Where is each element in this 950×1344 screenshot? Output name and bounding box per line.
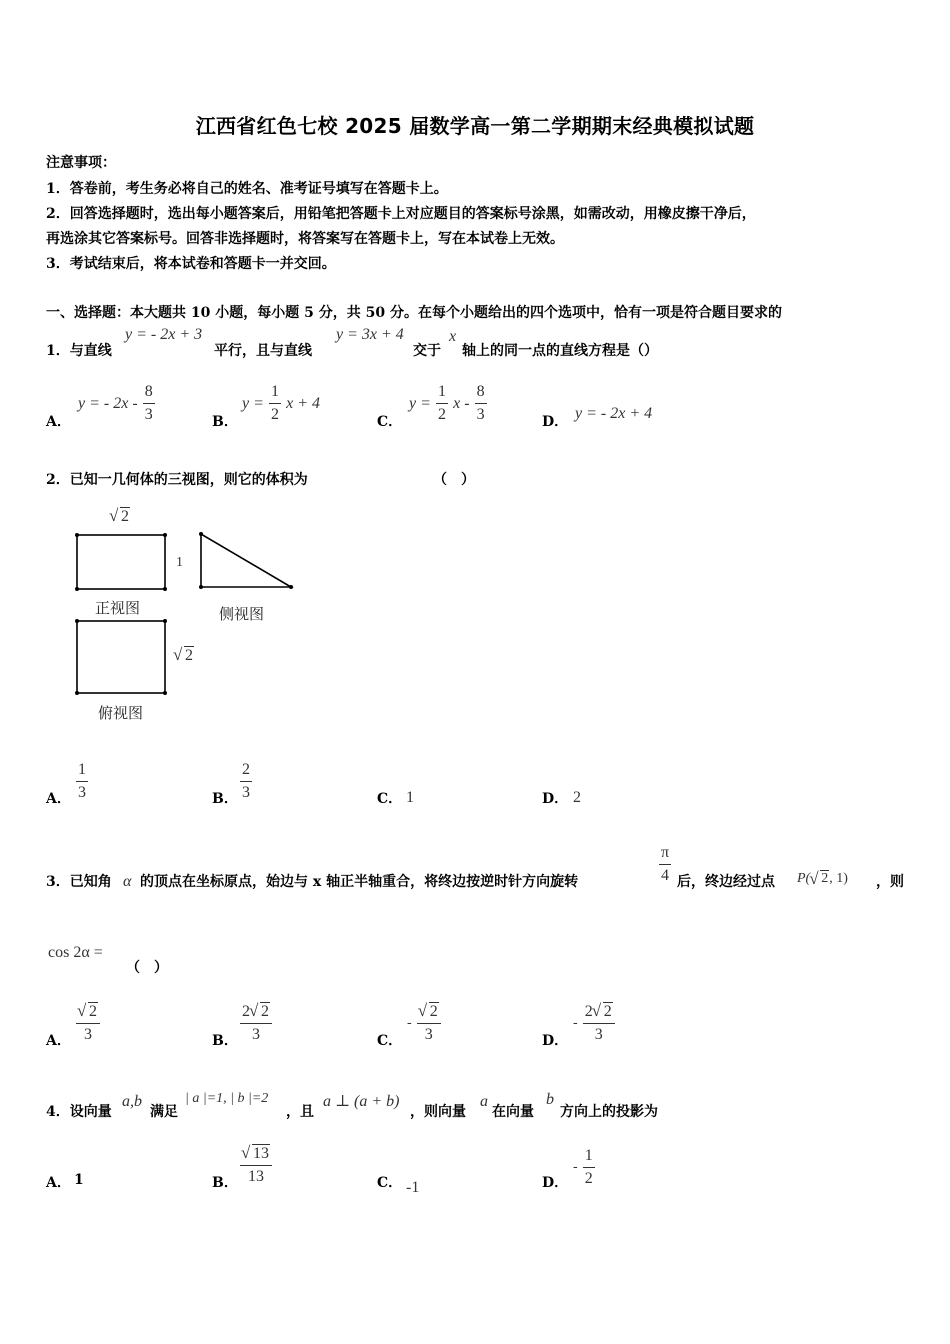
- note-item-1: 1．答卷前，考生务必将自己的姓名、准考证号填写在答题卡上。: [46, 181, 448, 197]
- q1-eq1: y = - 2x + 3: [125, 326, 203, 343]
- note-item-3: 3．考试结束后，将本试卷和答题卡一并交回。: [46, 256, 336, 272]
- q1-option-c-label: C．: [377, 414, 403, 430]
- q1-option-a-label: A．: [46, 414, 71, 430]
- q4-mid4: 在向量: [492, 1104, 534, 1120]
- note-item-2: 2．回答选择题时，选出每小题答案后，用铅笔把答题卡上对应题目的答案标号涂黑，如需改动，用橡皮擦干净后，: [46, 206, 756, 222]
- note-item-2-cont: 再选涂其它答案标号。回答非选择题时，将答案写在答题卡上，写在本试卷上无效。: [46, 231, 564, 247]
- q2-stem: 2．已知一几何体的三视图，则它的体积为: [46, 472, 308, 488]
- q3-paren: （ ）: [126, 960, 168, 976]
- q1-var: x: [449, 328, 457, 345]
- q3-option-d[interactable]: - $\frac{2√ 2}{3}$: [573, 1004, 615, 1043]
- q3-option-c[interactable]: - √ $\frac{2}{3}$: [407, 1004, 441, 1043]
- q2-paren: （ ）: [433, 472, 475, 488]
- q3-mid: 的顶点在坐标原点，始边与 x 轴正半轴重合，将终边按逆时针方向旋转: [140, 874, 579, 890]
- q2-option-c[interactable]: 1: [406, 789, 414, 806]
- q4-option-d-label: D．: [542, 1175, 569, 1191]
- page-title: 江西省红色七校 2025 届数学高一第二学期期末经典模拟试题: [195, 114, 755, 138]
- q3-alpha: α: [123, 873, 132, 890]
- q1-option-a[interactable]: [78, 384, 155, 423]
- q3-option-c-label: C．: [377, 1033, 403, 1049]
- q1-option-a-expr: y = - 2x -: [78, 395, 138, 412]
- q4-mid: 满足: [150, 1104, 178, 1120]
- q4-option-d[interactable]: - $\frac{1}{2}$: [573, 1147, 593, 1187]
- q4-mid2: ，且: [286, 1104, 314, 1120]
- q1-option-a-frac: $\frac{8}{3}$: [144, 383, 153, 423]
- q3-option-b-label: B．: [212, 1033, 238, 1049]
- q1-stem: [46, 340, 112, 360]
- q3-option-d-label: D．: [542, 1033, 569, 1049]
- q4-option-a[interactable]: 1: [74, 1172, 84, 1188]
- q3-pre: 3．已知角: [46, 874, 112, 890]
- q4-b: b: [546, 1091, 554, 1108]
- q3-point: P(√ 2, 1): [797, 871, 848, 887]
- q1-option-c-frac1: $\frac{1}{2}$: [438, 383, 446, 423]
- q4-pre: 4．设向量: [46, 1104, 112, 1120]
- q1-option-c-expr: y =: [409, 395, 431, 412]
- q1-option-b-frac: $\frac{1}{2}$: [271, 383, 279, 423]
- q3-cos-expr: cos 2α =: [48, 944, 103, 961]
- q4-perp: a ⊥ (a + b): [323, 1093, 400, 1110]
- top-view-label: 俯视图: [98, 704, 144, 722]
- q2-option-a-label: A．: [46, 791, 71, 807]
- q1-option-b-label: B．: [212, 414, 238, 430]
- top-view-rect: [77, 621, 165, 693]
- section-heading: 一、选择题：本大题共 10 小题，每小题 5 分，共 50 分。在每个小题给出的四个选项中，恰有一项是符合题目要求的: [46, 305, 782, 321]
- q1-option-c-frac2: $\frac{8}{3}$: [476, 383, 485, 423]
- q2-option-d-label: D．: [542, 791, 569, 807]
- q2-option-b-frac: $\frac{2}{3}$: [242, 761, 250, 801]
- q3-mid2: 后，终边经过点: [677, 874, 775, 890]
- q4-option-b-label: B．: [212, 1175, 238, 1191]
- q4-option-c[interactable]: -1: [406, 1179, 420, 1196]
- q1-mid2: 交于: [413, 343, 441, 359]
- q3-tail: ，则: [876, 874, 904, 890]
- q2-option-a[interactable]: [76, 762, 88, 801]
- q4-mid3: ，则向量: [410, 1104, 466, 1120]
- side-view-triangle: [201, 534, 291, 587]
- q1-number: 1．与直线: [46, 343, 112, 359]
- q2-option-c-label: C．: [377, 791, 403, 807]
- q4-option-c-label: C．: [377, 1175, 403, 1191]
- q1-option-d-label: D．: [542, 414, 569, 430]
- q2-option-a-frac: $\frac{1}{3}$: [78, 761, 86, 801]
- q1-option-d[interactable]: y = - 2x + 4: [575, 405, 653, 422]
- side-view-label: 侧视图: [219, 605, 265, 623]
- q3-rotation-angle: $\frac{\pi}{4}$: [661, 844, 670, 884]
- q1-option-b-post: x + 4: [286, 395, 320, 412]
- q1-option-c[interactable]: [409, 384, 487, 423]
- notes-heading: 注意事项：: [46, 155, 116, 171]
- q4-option-b[interactable]: √ $\frac{13}{13}$: [240, 1146, 272, 1185]
- q4-a: a: [480, 1093, 488, 1110]
- q1-tail: 轴上的同一点的直线方程是（）: [462, 343, 658, 359]
- fig-right-length: √ 2: [174, 647, 194, 665]
- front-view-label: 正视图: [95, 599, 141, 617]
- fig-side-length: 1: [176, 555, 183, 570]
- fig-top-length: √ 2: [110, 508, 130, 526]
- front-view-rect: [77, 535, 165, 589]
- q4-ab: a,b: [122, 1093, 142, 1110]
- q1-option-c-post: x -: [453, 395, 470, 412]
- q1-mid: 平行，且与直线: [214, 343, 312, 359]
- q1-eq2: y = 3x + 4: [336, 326, 404, 343]
- q4-option-a-label: A．: [46, 1175, 71, 1191]
- q4-cond: | a |=1, | b |=2: [185, 1091, 269, 1106]
- q1-option-b[interactable]: [242, 384, 320, 423]
- q2-option-b[interactable]: [240, 762, 252, 801]
- q4-tail: 方向上的投影为: [560, 1104, 658, 1120]
- q2-option-b-label: B．: [212, 791, 238, 807]
- q3-option-a[interactable]: √ $\frac{2}{3}$: [76, 1004, 100, 1043]
- q1-option-b-expr: y =: [242, 395, 264, 412]
- q3-option-b[interactable]: $\frac{2√ 2}{3}$: [240, 1004, 272, 1043]
- q2-option-d[interactable]: 2: [573, 789, 581, 806]
- q3-option-a-label: A．: [46, 1033, 71, 1049]
